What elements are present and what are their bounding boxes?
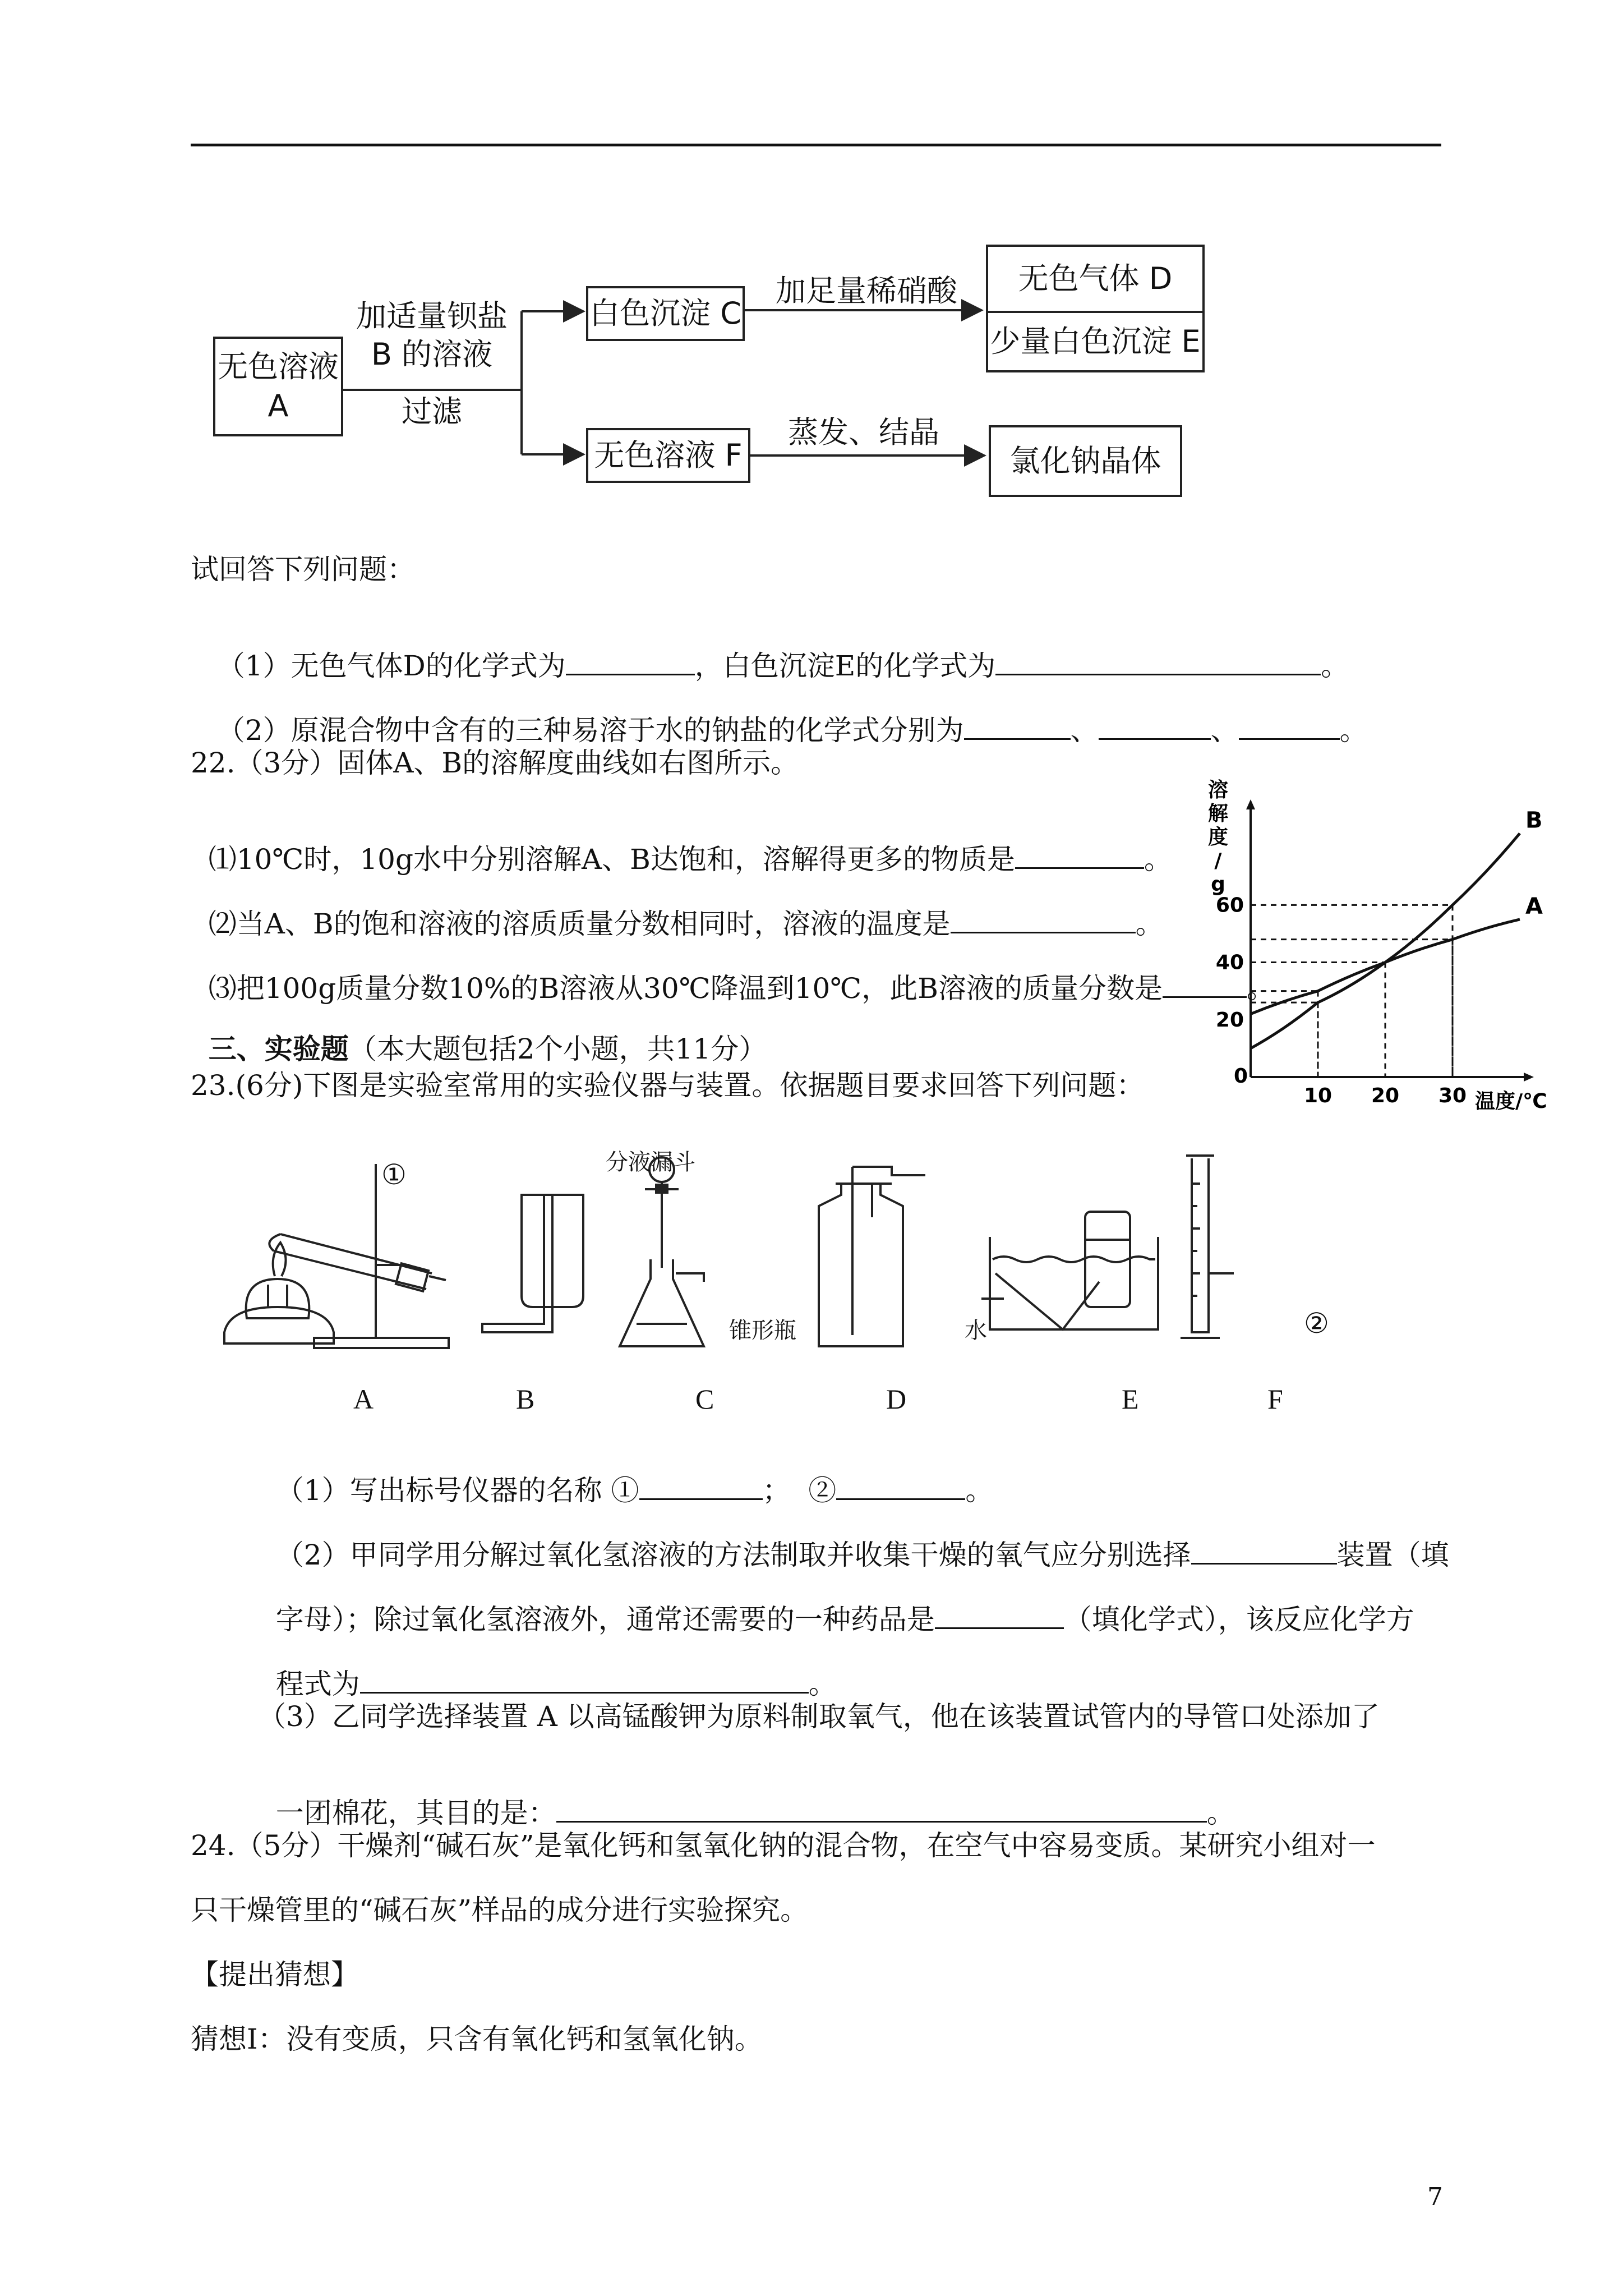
flow-box-e: 少量白色沉淀 E bbox=[986, 311, 1205, 372]
y-tick-label: 60 bbox=[1215, 894, 1244, 917]
q22-part1-end: 。 bbox=[1144, 843, 1172, 876]
flow-label-acid: 加足量稀硝酸 bbox=[776, 273, 957, 309]
q2-end: 。 bbox=[1339, 714, 1368, 747]
q23-part1 bbox=[258, 1444, 994, 1507]
flask-label: 锥形瓶 bbox=[729, 1318, 796, 1343]
q23-part2-line2 bbox=[258, 1573, 1414, 1634]
q24-line2: 只干燥管里的“碱石灰”样品的成分进行实验探究。 bbox=[191, 1894, 809, 1926]
q2-line bbox=[199, 684, 1368, 747]
sep-1: 、 bbox=[1070, 714, 1099, 747]
x-tick-label: 20 bbox=[1371, 1084, 1400, 1107]
flow-label-evaporate: 蒸发、结晶 bbox=[788, 415, 939, 450]
q23-part2-line1 bbox=[258, 1509, 1449, 1569]
q24-line1: 24.（5分）干燥剂“碱石灰”是氧化钙和氢氧化钠的混合物，在空气中容易变质。某研究小组对一 bbox=[191, 1829, 1376, 1862]
q23-part2-text-a: （2）甲同学用分解过氧化氢溶液的方法制取并收集干燥的氧气应分别选择 bbox=[275, 1539, 1191, 1571]
q23-part1-end: 。 bbox=[965, 1474, 994, 1507]
hypothesis-heading: 【提出猜想】 bbox=[191, 1958, 359, 1991]
flow-label-barium: 加适量钡盐 B 的溶液 bbox=[356, 298, 508, 372]
solubility-chart bbox=[1206, 774, 1553, 1111]
q22-part3-end: 。 bbox=[1246, 972, 1275, 1005]
answer-blank-23-device[interactable] bbox=[1191, 1537, 1337, 1565]
answer-blank-salt-3[interactable] bbox=[1239, 712, 1340, 740]
x-axis-arrow bbox=[1524, 1073, 1534, 1082]
sep-2: 、 bbox=[1210, 714, 1239, 747]
apparatus-e bbox=[981, 1212, 1158, 1329]
apparatus-b bbox=[482, 1195, 583, 1332]
q23-part2-text-b: 装置（填 bbox=[1336, 1539, 1449, 1571]
intro-line: 试回答下列问题： bbox=[191, 553, 415, 586]
q1-text-a: （1）无色气体D的化学式为 bbox=[216, 650, 566, 682]
answer-blank-d[interactable] bbox=[566, 648, 695, 675]
y-tick-label: 40 bbox=[1215, 951, 1244, 974]
flow-box-nacl: 氯化钠晶体 bbox=[989, 425, 1182, 497]
q1-line bbox=[199, 620, 1349, 680]
q22-part1-text: ⑴10℃时，10g水中分别溶解A、B达饱和，溶解得更多的物质是 bbox=[208, 843, 1015, 876]
q1-end: 。 bbox=[1321, 650, 1349, 682]
answer-blank-23-reagent[interactable] bbox=[935, 1602, 1064, 1629]
q1-text-b: ，白色沉淀E的化学式为 bbox=[694, 650, 996, 682]
y-tick-label: 20 bbox=[1215, 1008, 1244, 1032]
flow-box-d: 无色气体 D bbox=[986, 245, 1205, 313]
q23-part2-text-c: 字母）；除过氧化氢溶液外，通常还需要的一种药品是 bbox=[275, 1603, 935, 1636]
flow-box-a: 无色溶液 A bbox=[213, 337, 343, 436]
q22-title: 22.（3分）固体A、B的溶解度曲线如右图所示。 bbox=[191, 747, 799, 779]
funnel-label: 分液漏斗 bbox=[606, 1149, 695, 1175]
y-axis-label-char: g bbox=[1211, 873, 1225, 896]
flow-diagram bbox=[0, 0, 1623, 505]
answer-blank-23-equation[interactable] bbox=[360, 1666, 809, 1694]
apparatus-c bbox=[620, 1157, 704, 1346]
x-tick-label: 30 bbox=[1438, 1084, 1467, 1107]
apparatus-f bbox=[1181, 1156, 1234, 1338]
q22-part2 bbox=[191, 878, 1164, 938]
apparatus-d bbox=[819, 1167, 925, 1346]
q23-title: 23.(6分)下图是实验室常用的实验仪器与装置。依据题目要求回答下列问题： bbox=[191, 1069, 1145, 1102]
apparatus-label-c: C bbox=[695, 1383, 714, 1415]
page-number: 7 bbox=[1427, 2183, 1443, 2211]
x-tick-label: 10 bbox=[1303, 1084, 1332, 1107]
q22-part2-end: 。 bbox=[1135, 908, 1164, 940]
q22-part2-text: ⑵当A、B的饱和溶液的溶质质量分数相同时，溶液的温度是 bbox=[208, 908, 951, 940]
q23-part3-line2 bbox=[258, 1767, 1235, 1827]
y-axis-label-char: 溶 bbox=[1207, 779, 1229, 802]
y-axis-label-char: 解 bbox=[1207, 802, 1229, 825]
q22-part3 bbox=[191, 942, 1275, 1005]
answer-blank-salt-1[interactable] bbox=[964, 712, 1071, 740]
section-3-heading bbox=[191, 1007, 767, 1063]
apparatus-label-f: F bbox=[1267, 1383, 1283, 1415]
x-axis-label: 温度/℃ bbox=[1475, 1090, 1547, 1111]
q23-part3-text: 一团棉花，其目的是： bbox=[275, 1797, 556, 1829]
series-A-label: A bbox=[1525, 893, 1543, 919]
apparatus-label-e: E bbox=[1122, 1383, 1139, 1415]
mark-1-label: ① bbox=[381, 1159, 407, 1190]
answer-blank-23-2[interactable] bbox=[836, 1473, 965, 1500]
flow-label-filter: 过滤 bbox=[402, 394, 462, 429]
mark-2-label: ② bbox=[1304, 1308, 1329, 1339]
y-axis-label-char: / bbox=[1214, 849, 1222, 872]
apparatus-label-a: A bbox=[353, 1383, 374, 1415]
water-label: 水 bbox=[965, 1318, 987, 1343]
answer-blank-e[interactable] bbox=[995, 648, 1321, 675]
answer-blank-salt-2[interactable] bbox=[1099, 712, 1211, 740]
y-axis-label-char: 度 bbox=[1207, 826, 1229, 849]
y-axis-arrow bbox=[1246, 799, 1255, 809]
q23-part2-line3 bbox=[258, 1638, 837, 1698]
apparatus-label-d: D bbox=[886, 1383, 907, 1415]
q23-part2-end: 。 bbox=[808, 1668, 837, 1700]
q23-part2-text-e: 程式为 bbox=[275, 1668, 360, 1700]
answer-blank-22-2[interactable] bbox=[951, 906, 1136, 933]
series-B-label: B bbox=[1525, 807, 1543, 834]
answer-blank-23-purpose[interactable] bbox=[556, 1795, 1207, 1823]
flow-box-c: 白色沉淀 C bbox=[586, 286, 745, 341]
q23-part1-text: （1）写出标号仪器的名称 ① bbox=[275, 1474, 639, 1507]
q2-text: （2）原混合物中含有的三种易溶于水的钠盐的化学式分别为 bbox=[216, 714, 964, 747]
q23-part3-line1: （3）乙同学选择装置 A 以高锰酸钾为原料制取氧气，他在该装置试管内的导管口处添加了 bbox=[258, 1700, 1380, 1733]
q23-part3-end: 。 bbox=[1206, 1797, 1235, 1829]
q22-part1 bbox=[191, 813, 1172, 876]
hypothesis-1: 猜想Ⅰ：没有变质，只含有氧化钙和氢氧化钠。 bbox=[191, 2023, 763, 2055]
q23-part1-sep: ； ② bbox=[762, 1474, 837, 1507]
answer-blank-22-1[interactable] bbox=[1015, 841, 1144, 869]
section-3-rest: （本大题包括2个小题，共11分） bbox=[348, 1033, 767, 1065]
origin-label: 0 bbox=[1234, 1065, 1248, 1088]
answer-blank-23-1[interactable] bbox=[639, 1473, 763, 1500]
flow-box-f: 无色溶液 F bbox=[586, 428, 750, 483]
q23-part2-text-d: （填化学式），该反应化学方 bbox=[1063, 1603, 1414, 1636]
section-3-bold: 三、实验题 bbox=[208, 1032, 349, 1065]
q22-part3-text: ⑶把100g质量分数10%的B溶液从30℃降温到10℃，此B溶液的质量分数是 bbox=[208, 972, 1163, 1005]
apparatus-a bbox=[224, 1164, 449, 1348]
apparatus-label-b: B bbox=[516, 1383, 535, 1415]
